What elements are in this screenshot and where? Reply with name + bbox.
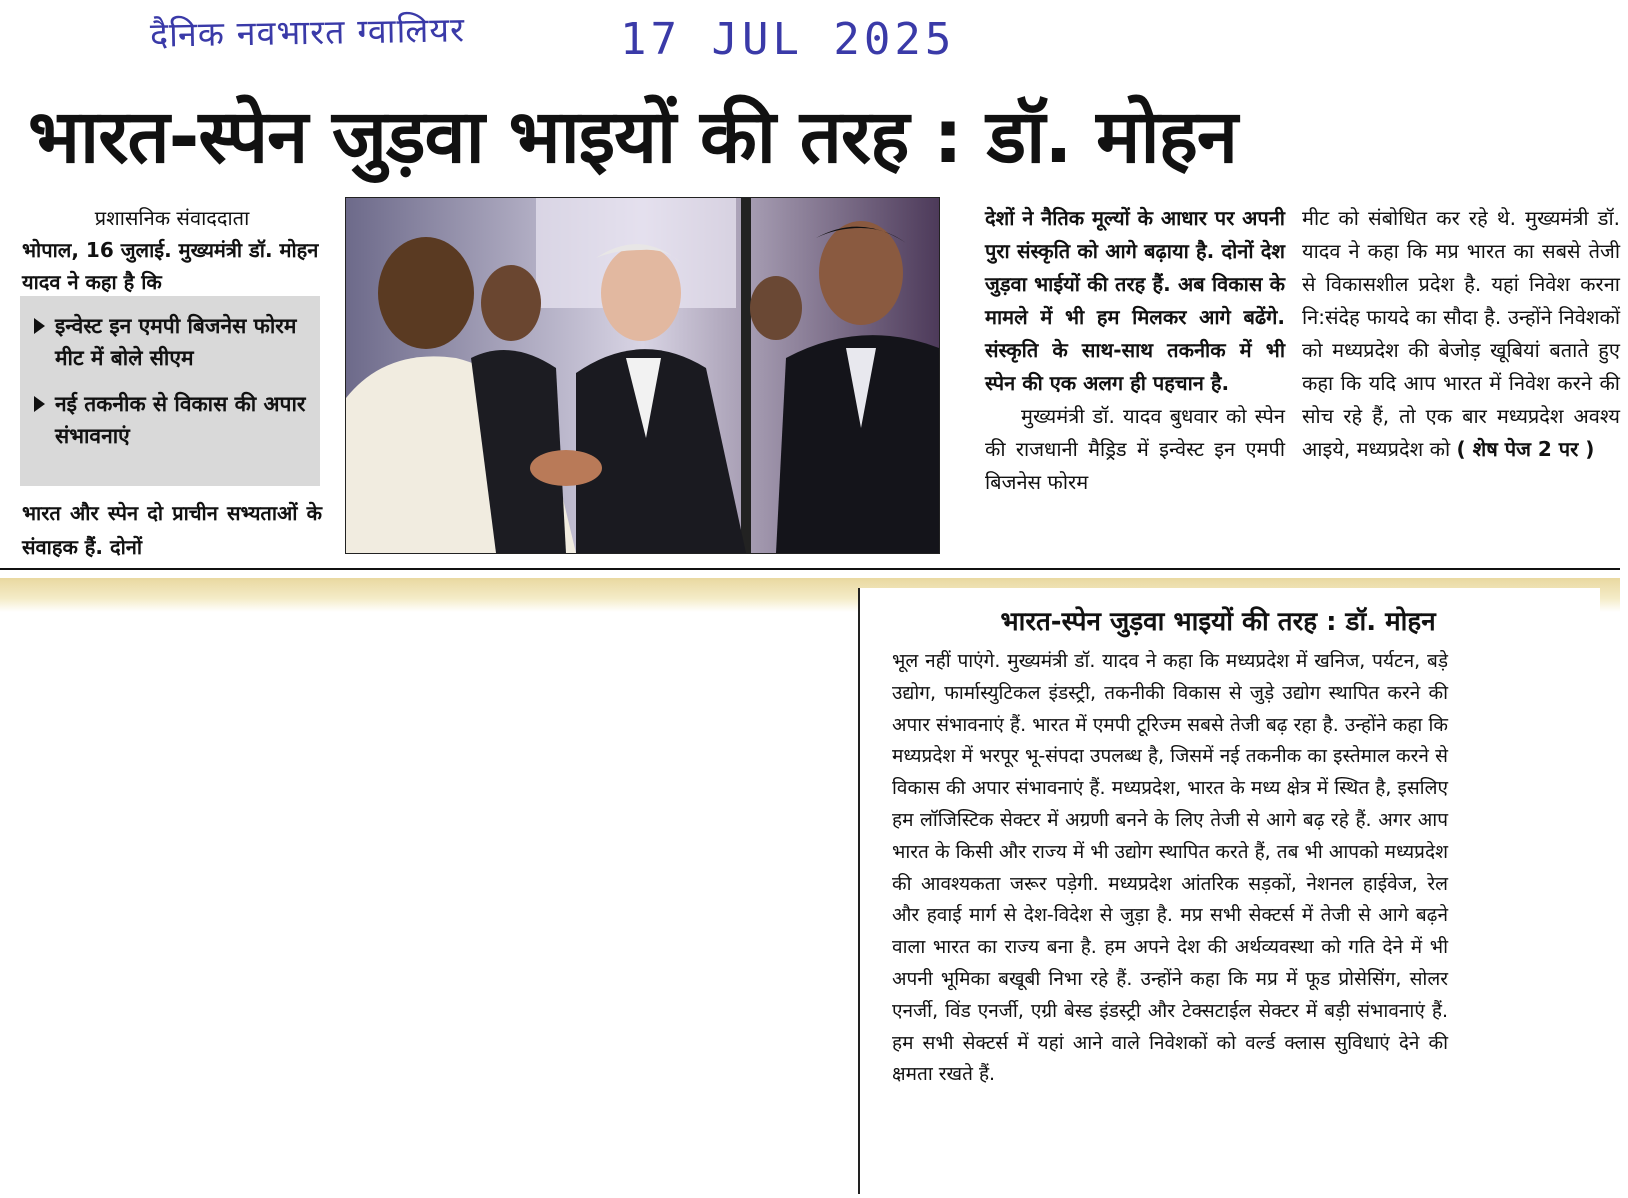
highlight-text: इन्वेस्ट इन एमपी बिजनेस फोरम मीट में बोले सीएम [55,314,297,370]
headline: भारत-स्पेन जुड़वा भाइयों की तरह : डॉ. मोहन [28,94,1237,180]
highlight-text: नई तकनीक से विकास की अपार संभावनाएं [55,392,306,448]
date-stamp: 17 JUL 2025 [620,14,956,65]
lead-paragraph: भारत और स्पेन दो प्राचीन सभ्यताओं के संवाहक हैं. दोनों [22,501,322,559]
reporter-credit: प्रशासनिक संवाददाता [94,206,250,230]
dateline: भोपाल, 16 जुलाई. मुख्यमंत्री डॉ. मोहन यादव ने कहा है कि [22,238,319,294]
continuation-title: भारत-स्पेन जुड़वा भाइयों की तरह : डॉ. मोहन [1000,607,1436,637]
bullet-triangle-icon [34,396,45,412]
article-column-4 [1302,202,1620,466]
column4-text: मीट को संबोधित कर रहे थे. मुख्यमंत्री डॉ. यादव ने कहा कि मप्र भारत का सबसे तेजी से विकासशील प्रदेश है. यहां निवेश करना नि:संदेह फायदे का सौदा है. उन्होंने निवेशकों को मध्यप्रदेश की बेजोड़ खूबियां बताते हुए कहा कि यदि आप भारत में निवेश करने की सोच रहे हैं, तो एक बार मध्यप्रदेश अवश्य आइये, मध्यप्रदेश को [1302,206,1620,461]
column3-bold-text: देशों ने नैतिक मूल्यों के आधार पर अपनी पुरा संस्कृति को आगे बढ़ाया है. दोनों देश जुड़वा भाईयों की तरह हैं. अब विकास के मामले में भी हम मिलकर आगे बढेंगे. संस्कृति के साथ-साथ तकनीक में भी स्पेन की एक अलग ही पहचान है. [985,206,1285,395]
highlight-item [20,296,320,374]
news-photo [345,197,940,554]
bullet-triangle-icon [34,318,45,334]
byline [22,202,322,298]
column3-text: मुख्यमंत्री डॉ. यादव बुधवार को स्पेन की राजधानी मैड्रिड में इन्वेस्ट इन एमपी बिजनेस फोरम [985,404,1285,494]
article-column-3 [985,202,1285,499]
continued-on-page-2: ( शेष पेज 2 पर ) [1456,437,1595,461]
highlight-item [20,374,320,452]
newspaper-name-stamp: दैनिक नवभारत ग्वालियर [149,10,466,56]
divider-line [0,568,1620,570]
continuation-body: भूल नहीं पाएंगे. मुख्यमंत्री डॉ. यादव ने कहा कि मध्यप्रदेश में खनिज, पर्यटन, बड़े उद्योग, फार्मास्युटिकल इंडस्ट्री, तकनीकी विकास से जुड़े उद्योग स्थापित करने की अपार संभावनाएं हैं. भारत में एमपी टूरिज्म सबसे तेजी बढ़ रहा है. उन्होंने कहा कि मध्यप्रदेश में भरपूर भू-संपदा उपलब्ध है, जिसमें नई तकनीक का इस्तेमाल करने से विकास की अपार संभावनाएं हैं. मध्यप्रदेश, भारत के मध्य क्षेत्र में स्थित है, इसलिए हम लॉजिस्टिक सेक्टर में अग्रणी बनने के लिए तेजी से आगे बढ़ रहे हैं. अगर आप भारत के किसी और राज्य में भी उद्योग स्थापित करते हैं, तब भी आपको मध्यप्रदेश की आवश्यकता जरूर पड़ेगी. मध्यप्रदेश आंतरिक सड़कों, नेशनल हाईवेज, रेल और हवाई मार्ग से देश-विदेश से जुड़ा है. मप्र सभी सेक्टर्स में तेजी से आगे बढ़ने वाला भारत का राज्य बना है. हम अपने देश की अर्थव्यवस्था को गति देने में भी अपनी भूमिका बखूबी निभा रहे हैं. उन्होंने कहा कि मप्र में फूड प्रोसेसिंग, सोलर एनर्जी, विंड एनर्जी, एग्री बेस्ड इंडस्ट्री और टेक्सटाईल सेक्टर में बड़ी संभावनाएं हैं. हम सभी सेक्टर्स में यहां आने वाले निवेशकों को वर्ल्ड क्लास सुविधाएं देने की क्षमता रखते हैं. [892,650,1448,1086]
highlights-box [20,296,320,486]
photo-illustration [346,198,939,553]
